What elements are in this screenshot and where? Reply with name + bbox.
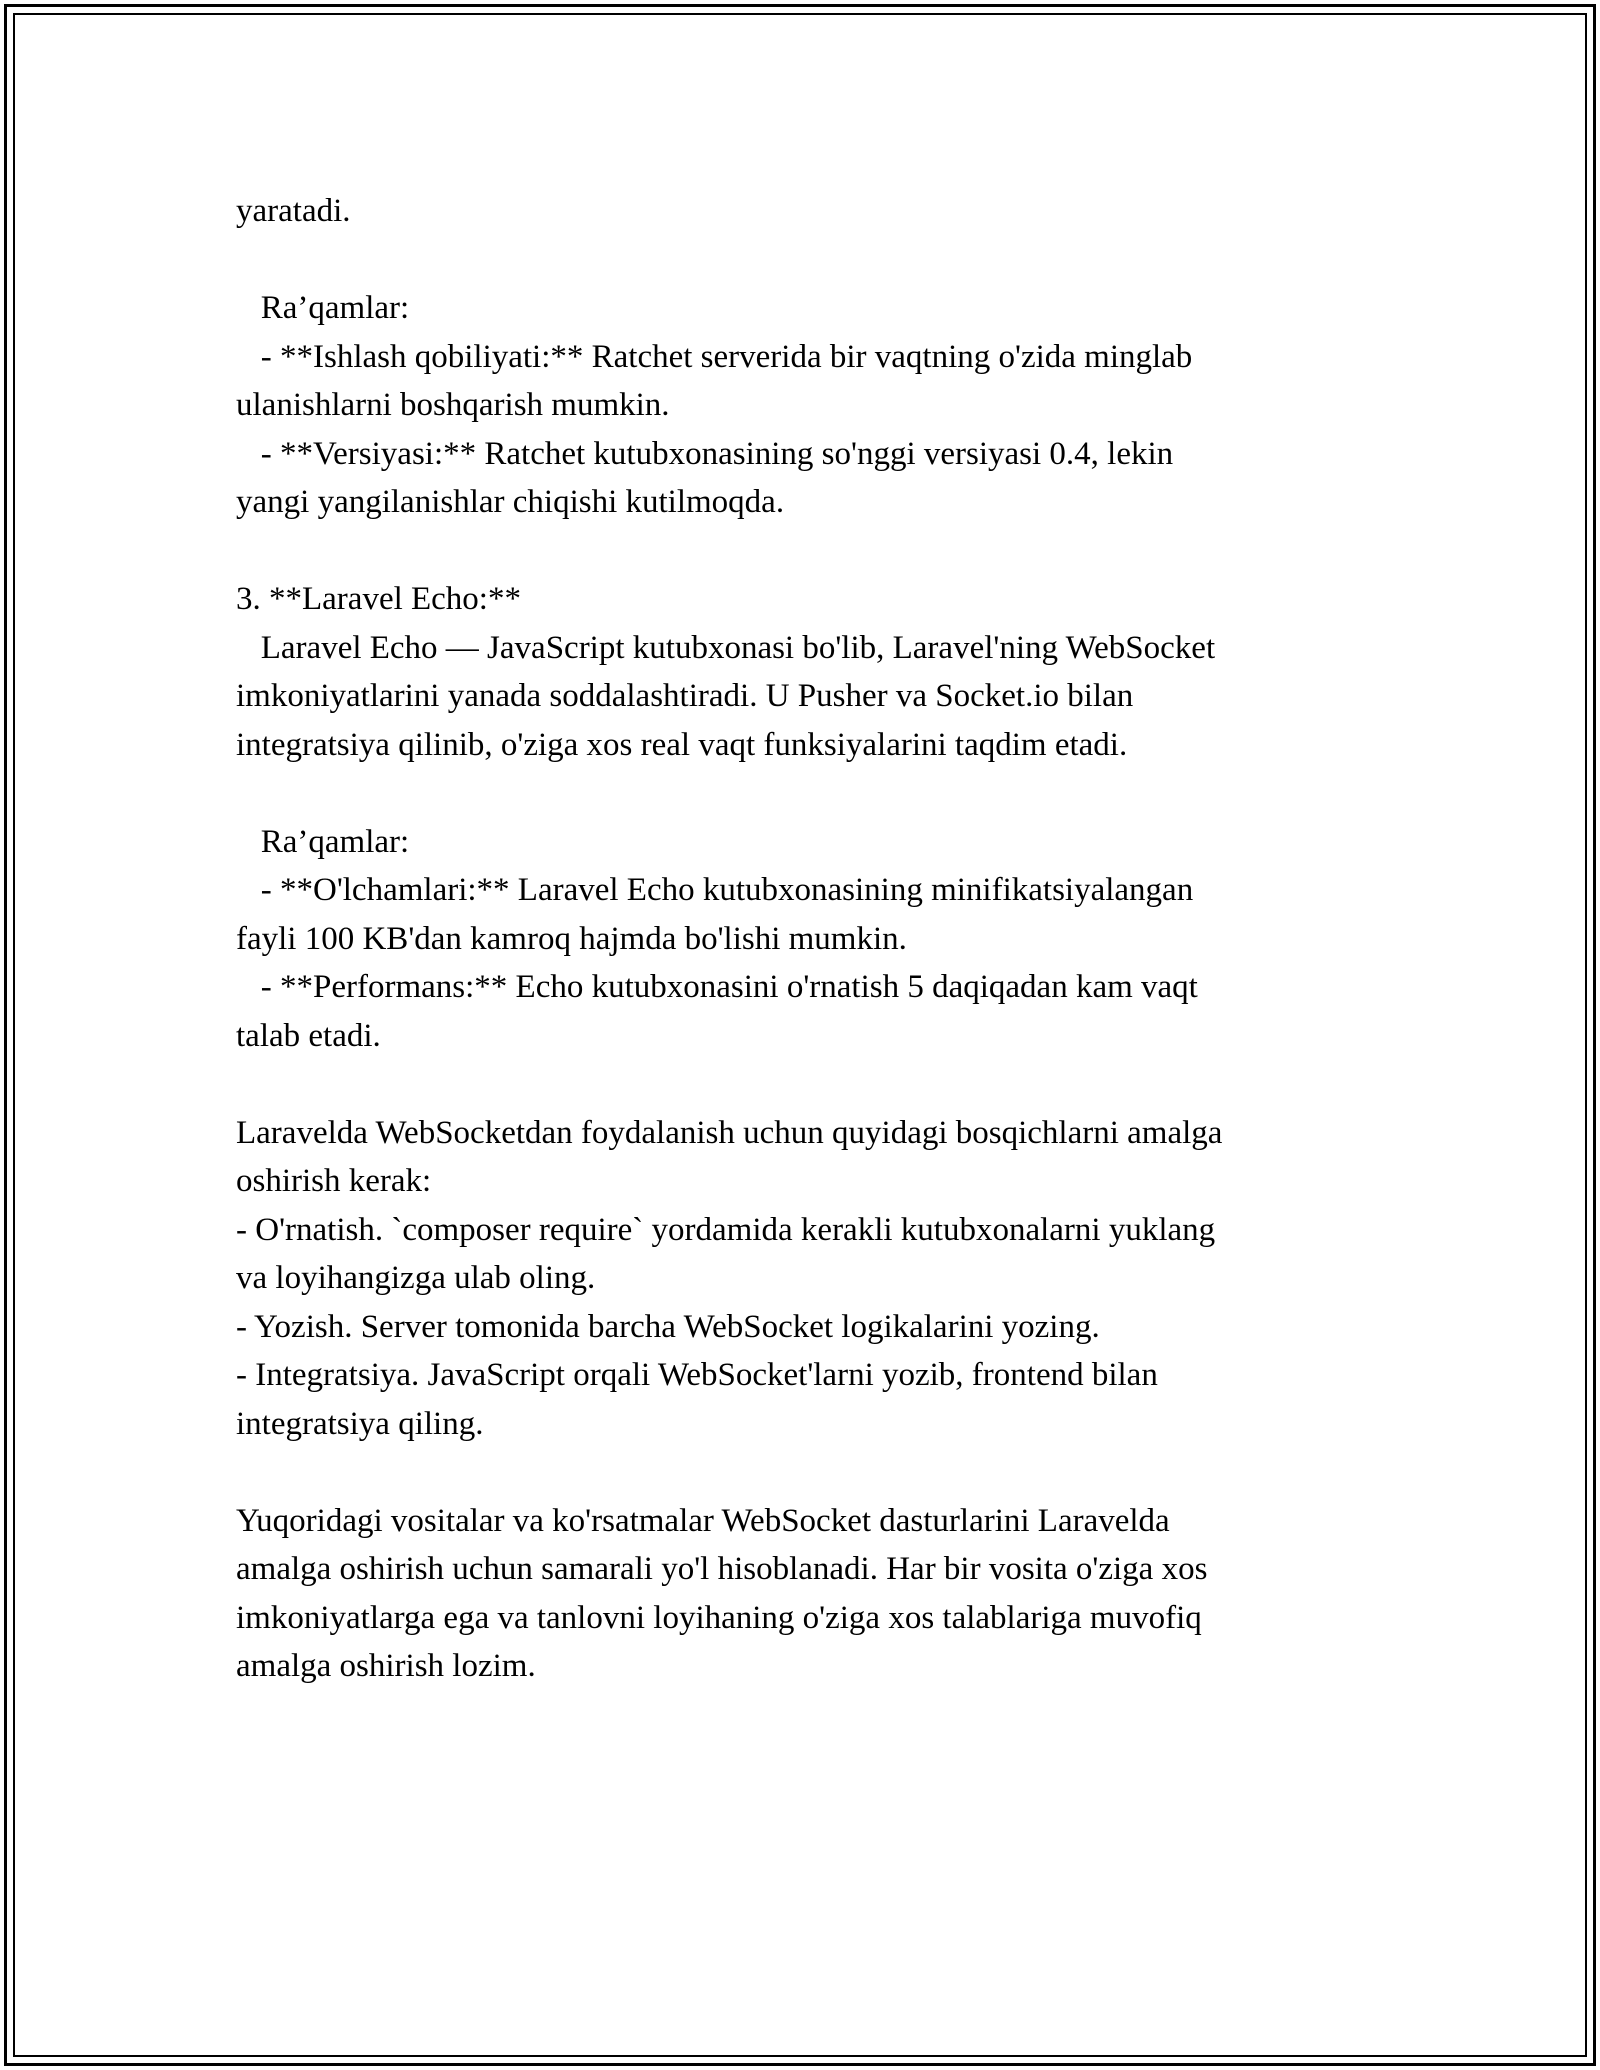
document-body (236, 187, 1376, 1691)
text-line: amalga oshirish uchun samarali yo'l hisoblanadi. Har bir vosita o'ziga xos (236, 1551, 1208, 1587)
blank-line (236, 1060, 1376, 1109)
text-line: Ra’qamlar: (236, 823, 410, 860)
text-line: imkoniyatlarga ega va tanlovni loyihaning o'ziga xos talablariga muvofiq (236, 1599, 1202, 1636)
text-line: ulanishlarni boshqarish mumkin. (236, 387, 670, 423)
text-line: integratsiya qiling. (236, 1405, 484, 1442)
text-line: oshirish kerak: (236, 1163, 432, 1199)
text-line: Ra’qamlar: (236, 290, 410, 326)
text-line: Laravelda WebSocketdan foydalanish uchun quyidagi bosqichlarni amalga (236, 1114, 1223, 1151)
text-line: - **Versiyasi:** Ratchet kutubxonasining so'nggi versiyasi 0.4, lekin (236, 435, 1174, 472)
text-line: yaratadi. (236, 193, 351, 229)
section-heading: 3. **Laravel Echo:** (236, 581, 521, 617)
blank-line (236, 769, 1376, 818)
text-line: - **O'lchamlari:** Laravel Echo kutubxonasining minifikatsiyalangan (236, 872, 1194, 908)
text-line: - **Performans:** Echo kutubxonasini o'rnatish 5 daqiqadan kam vaqt (236, 969, 1198, 1005)
text-line: Yuqoridagi vositalar va ko'rsatmalar WebSocket dasturlarini Laravelda (236, 1502, 1170, 1539)
text-line: integratsiya qilinib, o'ziga xos real vaqt funksiyalarini taqdim etadi. (236, 726, 1128, 763)
text-line: amalga oshirish lozim. (236, 1648, 536, 1684)
text-line: talab etadi. (236, 1017, 381, 1054)
text-line: - **Ishlash qobiliyati:** Ratchet serverida bir vaqtning o'zida minglab (236, 338, 1193, 375)
text-line: yangi yangilanishlar chiqishi kutilmoqda. (236, 484, 785, 520)
text-line: Laravel Echo — JavaScript kutubxonasi bo'lib, Laravel'ning WebSocket (236, 629, 1216, 666)
blank-line (236, 1448, 1376, 1497)
text-line: fayli 100 KB'dan kamroq hajmda bo'lishi mumkin. (236, 920, 907, 957)
list-item: - Integratsiya. JavaScript orqali WebSocket'larni yozib, frontend bilan (236, 1357, 1158, 1393)
list-item: - Yozish. Server tomonida barcha WebSocket logikalarini yozing. (236, 1308, 1100, 1345)
blank-line (236, 236, 1376, 285)
list-item: - O'rnatish. `composer require` yordamida kerakli kutubxonalarni yuklang (236, 1211, 1216, 1248)
text-line: imkoniyatlarini yanada soddalashtiradi. U Pusher va Socket.io bilan (236, 678, 1134, 714)
text-line: va loyihangizga ulab oling. (236, 1260, 596, 1296)
blank-line (236, 527, 1376, 576)
